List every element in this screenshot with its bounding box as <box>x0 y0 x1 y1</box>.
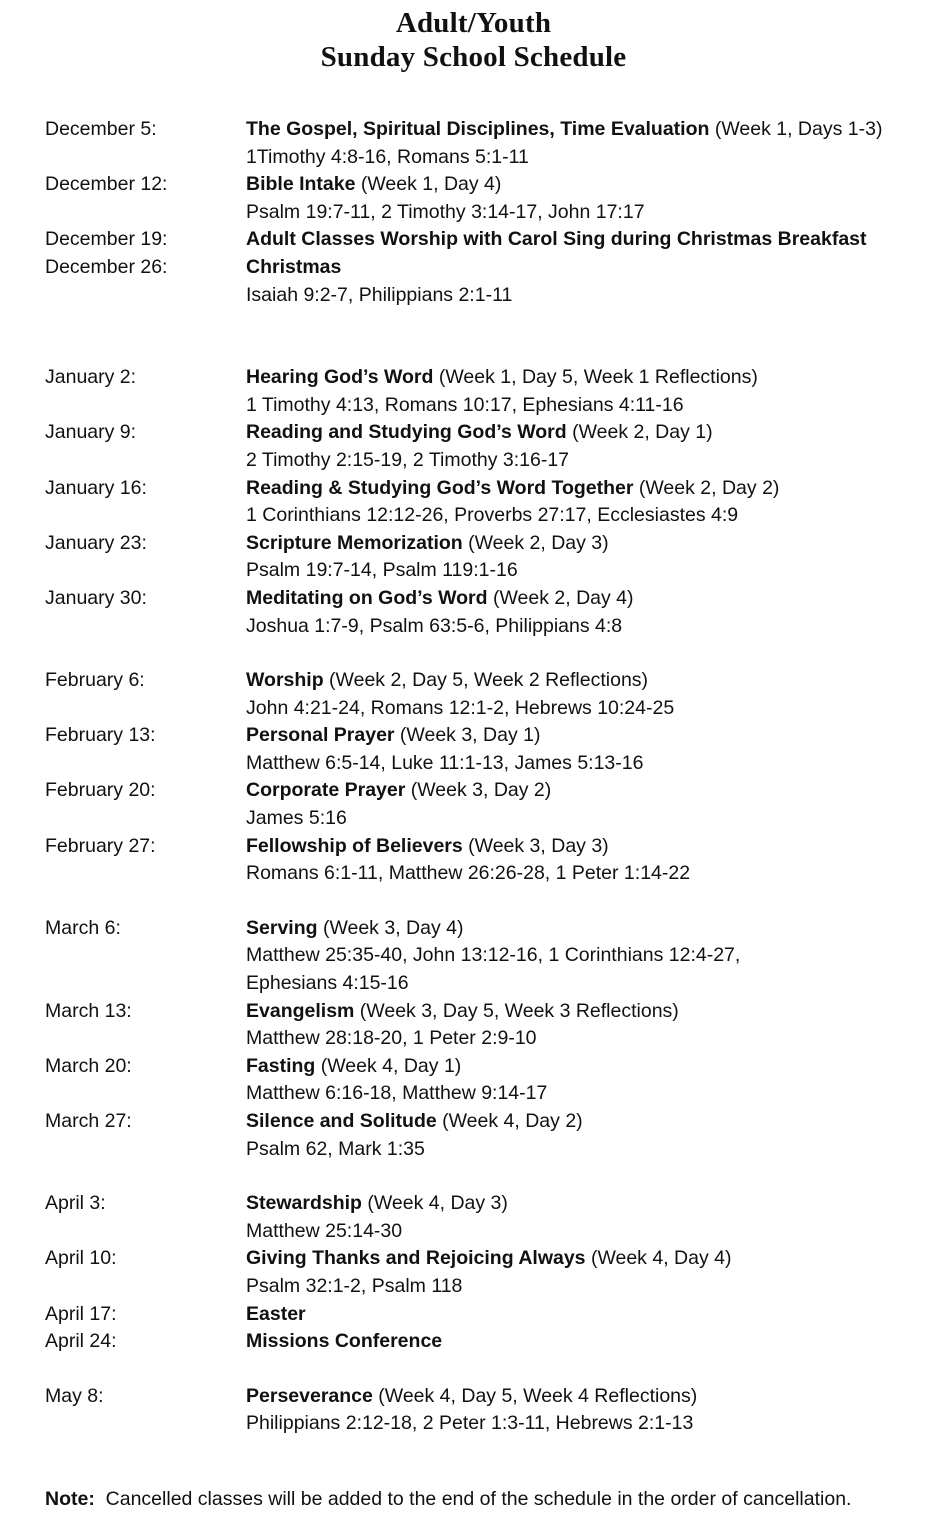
title-line-2: Sunday School Schedule <box>320 41 627 73</box>
entry-topic-title: Bible Intake <box>246 173 356 196</box>
schedule-entry <box>45 254 927 309</box>
entry-topic-title: Fellowship of Believers <box>246 834 463 857</box>
entry-date: April 3: <box>45 1192 106 1215</box>
schedule-entry <box>45 777 927 832</box>
schedule-entry <box>45 1383 927 1438</box>
entry-scripture-references <box>246 860 927 888</box>
schedule-entry <box>45 226 927 254</box>
entry-topic-detail: (Week 3, Day 3) <box>462 834 609 857</box>
entry-topic <box>246 1053 927 1081</box>
month-block-january <box>45 364 927 640</box>
schedule-entry <box>45 998 927 1053</box>
entry-scripture-references <box>246 502 927 530</box>
schedule-entry <box>45 116 927 171</box>
entry-topic <box>246 1108 927 1136</box>
entry-scripture-line: 1 Timothy 4:13, Romans 10:17, Ephesians 4:11-16 <box>246 393 684 416</box>
entry-body <box>246 722 927 777</box>
entry-scripture-references <box>246 1136 927 1164</box>
entry-body <box>246 226 927 254</box>
entry-body <box>246 1245 927 1300</box>
entry-date: March 6: <box>45 916 121 939</box>
entry-scripture-line: Ephesians 4:15-16 <box>246 972 409 995</box>
entry-date: March 20: <box>45 1054 132 1077</box>
entry-topic-detail: (Week 4, Day 5, Week 4 Reflections) <box>372 1384 698 1407</box>
entry-topic-detail: (Week 2, Day 2) <box>633 476 780 499</box>
entry-topic <box>246 1383 927 1411</box>
entry-scripture-references <box>246 144 927 172</box>
entry-date: February 13: <box>45 724 156 747</box>
note-label: Note: <box>45 1487 95 1510</box>
entry-body <box>246 1301 927 1329</box>
entry-topic-title: Stewardship <box>246 1192 362 1215</box>
schedule-entry <box>45 915 927 998</box>
entry-date: March 13: <box>45 999 132 1022</box>
entry-topic-title: Silence and Solitude <box>246 1110 437 1132</box>
entry-topic <box>246 226 927 254</box>
entry-topic-detail: (Week 1, Days 1-3) <box>709 118 883 140</box>
entry-topic-detail: (Week 3, Day 4) <box>317 916 464 939</box>
entry-scripture-references <box>246 1025 927 1053</box>
entry-body <box>246 1053 927 1108</box>
entry-body <box>246 585 927 640</box>
entry-topic <box>246 475 927 503</box>
schedule-entry <box>45 1245 927 1300</box>
entry-scripture-line: Philippians 2:12-18, 2 Peter 1:3-11, Hebrews 2:1-13 <box>246 1412 694 1435</box>
entry-topic <box>246 116 927 144</box>
entry-topic <box>246 1190 927 1218</box>
entry-topic-title: Personal Prayer <box>246 724 395 747</box>
entry-topic <box>246 1245 927 1273</box>
schedule-entry <box>45 1053 927 1108</box>
schedule-entry <box>45 475 927 530</box>
entry-body <box>246 998 927 1053</box>
entry-topic-detail: (Week 1, Day 5, Week 1 Reflections) <box>433 366 758 389</box>
entry-topic-title: Christmas <box>246 255 342 278</box>
entry-date: April 24: <box>45 1330 117 1353</box>
entry-body <box>246 116 927 171</box>
schedule-entry <box>45 1301 927 1329</box>
entry-body <box>246 254 927 309</box>
entry-topic <box>246 1328 927 1356</box>
entry-topic <box>246 667 927 695</box>
entry-topic-detail: (Week 2, Day 4) <box>487 586 634 609</box>
entry-topic <box>246 998 927 1026</box>
month-block-december <box>45 116 927 309</box>
entry-date: May 8: <box>45 1384 104 1407</box>
entry-topic <box>246 833 927 861</box>
entry-topic-detail: (Week 4, Day 1) <box>315 1054 462 1077</box>
entry-topic-title: Evangelism <box>246 999 355 1022</box>
entry-topic-title: Adult Classes Worship with Carol Sing during Christmas Breakfast <box>246 228 867 251</box>
entry-scripture-line: 2 Timothy 2:15-19, 2 Timothy 3:16-17 <box>246 448 570 471</box>
entry-scripture-references <box>246 1410 927 1438</box>
entry-scripture-references <box>246 282 927 310</box>
entry-scripture-line: Matthew 28:18-20, 1 Peter 2:9-10 <box>246 1027 537 1050</box>
entry-scripture-references <box>246 1080 927 1108</box>
note-text: Cancelled classes will be added to the end of the schedule in the order of cancellation. <box>94 1487 852 1510</box>
entry-topic-detail: (Week 4, Day 4) <box>585 1247 732 1270</box>
entry-topic-detail: (Week 4, Day 3) <box>361 1192 508 1215</box>
entry-body <box>246 667 927 722</box>
entry-date: February 27: <box>45 834 156 857</box>
entry-scripture-line: John 4:21-24, Romans 12:1-2, Hebrews 10:24-25 <box>246 696 675 719</box>
entry-date: January 2: <box>45 366 137 389</box>
entry-topic-title: Missions Conference <box>246 1330 443 1353</box>
entry-scripture-references <box>246 1218 927 1246</box>
entry-topic-detail: (Week 3, Day 5, Week 3 Reflections) <box>354 999 679 1022</box>
entry-scripture-line: Romans 6:1-11, Matthew 26:26-28, 1 Peter 1:14-22 <box>246 862 691 885</box>
entry-body <box>246 1108 927 1163</box>
entry-body <box>246 364 927 419</box>
entry-scripture-line: Psalm 32:1-2, Psalm 118 <box>246 1274 463 1297</box>
footer-note <box>0 1486 947 1514</box>
month-block-april <box>45 1190 927 1356</box>
entry-scripture-references <box>246 613 927 641</box>
entry-date: January 9: <box>45 421 137 444</box>
entry-topic <box>246 915 927 943</box>
entry-body <box>246 777 927 832</box>
title-line-1: Adult/Youth <box>395 7 552 39</box>
entry-topic-detail: (Week 2, Day 3) <box>462 531 609 554</box>
entry-topic-title: Giving Thanks and Rejoicing Always <box>246 1247 586 1270</box>
entry-topic <box>246 722 927 750</box>
entry-body <box>246 171 927 226</box>
entry-body <box>246 1383 927 1438</box>
month-block-may <box>45 1383 927 1438</box>
entry-scripture-line: Matthew 25:35-40, John 13:12-16, 1 Corinthians 12:4-27, <box>246 944 741 967</box>
entry-scripture-line: Matthew 25:14-30 <box>246 1219 403 1242</box>
entry-date: April 17: <box>45 1302 117 1325</box>
page-title <box>0 0 947 74</box>
entry-topic <box>246 254 927 282</box>
entry-topic-detail: (Week 3, Day 2) <box>405 779 552 802</box>
entry-scripture-line: Matthew 6:5-14, Luke 11:1-13, James 5:13-16 <box>246 751 644 774</box>
entry-topic <box>246 171 927 199</box>
schedule-entry <box>45 667 927 722</box>
entry-topic-detail: (Week 2, Day 1) <box>566 421 713 444</box>
entry-scripture-references <box>246 942 927 997</box>
entry-topic-title: Corporate Prayer <box>246 779 406 802</box>
entry-date: January 30: <box>45 586 147 609</box>
schedule-entry <box>45 419 927 474</box>
entry-topic-title: Easter <box>246 1302 306 1325</box>
entry-topic-detail: (Week 2, Day 5, Week 2 Reflections) <box>323 669 649 692</box>
entry-topic-title: Meditating on God’s Word <box>246 586 488 609</box>
schedule-list <box>0 116 947 1438</box>
entry-scripture-references <box>246 1273 927 1301</box>
entry-date: March 27: <box>45 1110 132 1132</box>
entry-date: April 10: <box>45 1247 117 1270</box>
entry-scripture-line: Isaiah 9:2-7, Philippians 2:1-11 <box>246 283 513 306</box>
entry-scripture-line: Joshua 1:7-9, Psalm 63:5-6, Philippians 4:8 <box>246 614 623 637</box>
entry-scripture-references <box>246 695 927 723</box>
month-block-february <box>45 667 927 888</box>
schedule-entry <box>45 833 927 888</box>
entry-scripture-line: Psalm 19:7-11, 2 Timothy 3:14-17, John 17:17 <box>246 200 645 223</box>
entry-body <box>246 1328 927 1356</box>
entry-date: January 16: <box>45 476 147 499</box>
schedule-entry <box>45 171 927 226</box>
entry-date: December 26: <box>45 255 168 278</box>
entry-scripture-references <box>246 392 927 420</box>
entry-topic <box>246 777 927 805</box>
entry-topic-title: Scripture Memorization <box>246 531 463 554</box>
entry-topic-detail: (Week 1, Day 4) <box>355 173 502 196</box>
entry-scripture-line: Psalm 62, Mark 1:35 <box>246 1137 425 1160</box>
entry-topic <box>246 364 927 392</box>
schedule-entry <box>45 585 927 640</box>
entry-topic-title: Hearing God’s Word <box>246 366 434 389</box>
entry-body <box>246 915 927 998</box>
schedule-entry <box>45 722 927 777</box>
entry-topic-title: Perseverance <box>246 1384 373 1407</box>
entry-scripture-references <box>246 199 927 227</box>
entry-topic-title: Reading and Studying God’s Word <box>246 421 567 444</box>
entry-topic-title: Fasting <box>246 1054 316 1077</box>
schedule-entry <box>45 364 927 419</box>
entry-date: December 5: <box>45 118 157 140</box>
entry-date: December 19: <box>45 228 168 251</box>
entry-topic-title: The Gospel, Spiritual Disciplines, Time Evaluation <box>246 118 710 140</box>
entry-scripture-line: Matthew 6:16-18, Matthew 9:14-17 <box>246 1082 548 1105</box>
entry-scripture-references <box>246 447 927 475</box>
entry-scripture-line: 1 Corinthians 12:12-26, Proverbs 27:17, Ecclesiastes 4:9 <box>246 504 739 527</box>
entry-body <box>246 833 927 888</box>
entry-scripture-references <box>246 557 927 585</box>
entry-date: February 6: <box>45 669 145 692</box>
schedule-entry <box>45 1328 927 1356</box>
schedule-entry <box>45 1108 927 1163</box>
entry-topic-detail: (Week 3, Day 1) <box>394 724 541 747</box>
entry-topic-title: Worship <box>246 669 324 692</box>
entry-body <box>246 1190 927 1245</box>
month-block-march <box>45 915 927 1163</box>
entry-scripture-references <box>246 805 927 833</box>
entry-topic <box>246 585 927 613</box>
entry-topic <box>246 419 927 447</box>
entry-date: February 20: <box>45 779 156 802</box>
entry-topic-title: Serving <box>246 916 318 939</box>
entry-scripture-line: Psalm 19:7-14, Psalm 119:1-16 <box>246 559 518 582</box>
entry-body <box>246 530 927 585</box>
schedule-entry <box>45 1190 927 1245</box>
entry-topic-detail: (Week 4, Day 2) <box>436 1110 583 1132</box>
entry-date: December 12: <box>45 173 168 196</box>
entry-scripture-references <box>246 750 927 778</box>
entry-body <box>246 419 927 474</box>
entry-scripture-line: 1Timothy 4:8-16, Romans 5:1-11 <box>246 145 529 168</box>
entry-scripture-line: James 5:16 <box>246 807 347 830</box>
entry-body <box>246 475 927 530</box>
entry-topic <box>246 530 927 558</box>
schedule-entry <box>45 530 927 585</box>
entry-date: January 23: <box>45 531 147 554</box>
entry-topic <box>246 1301 927 1329</box>
entry-topic-title: Reading & Studying God’s Word Together <box>246 476 634 499</box>
